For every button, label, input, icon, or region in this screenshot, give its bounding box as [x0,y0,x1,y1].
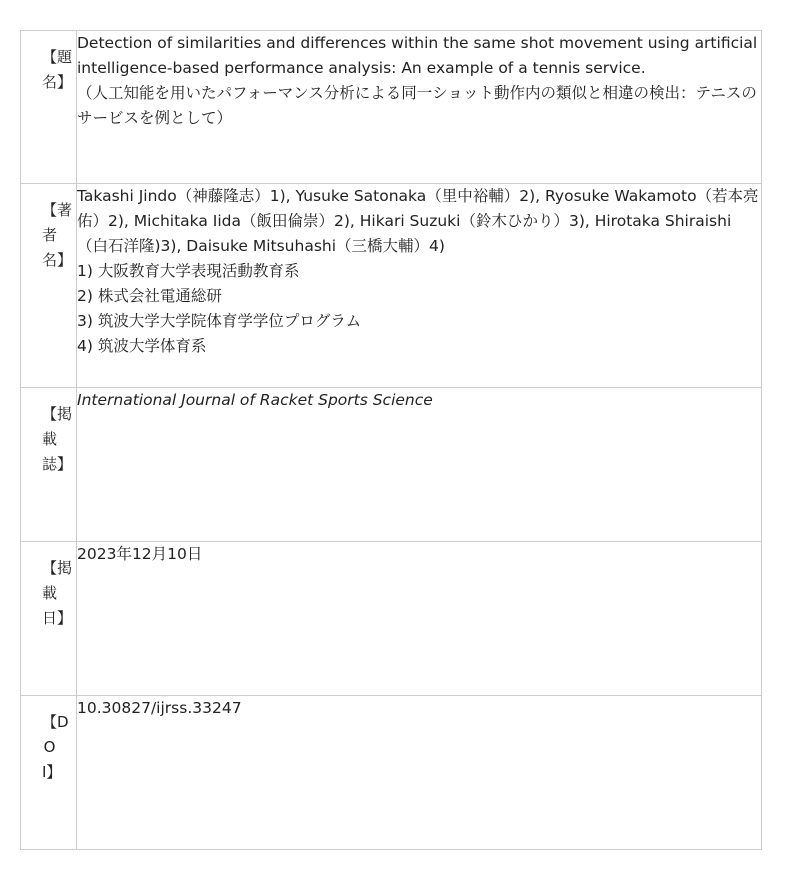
date-row [21,542,762,696]
authors-label: 【著者名】 [42,201,73,269]
title-label-cell [21,31,77,184]
authors-row [21,184,762,388]
authors-list: Takashi Jindo（神藤隆志）1), Yusuke Satonaka（里中裕輔）2), Ryosuke Wakamoto（若本亮佑）2), Michitaka Iida（飯田倫崇）2), Hikari Suzuki（鈴木ひかり）3), Hirotaka Shiraishi（白石洋隆)3), Daisuke Mitsuhashi（三橋大輔）4) [77,187,759,255]
title-english: Detection of similarities and differences within the same shot movement using artificial intelligence-based performance analysis: An example of a tennis service. [77,34,758,77]
authors-label-cell [21,184,77,388]
doi-label-cell [21,696,77,850]
journal-label: 【掲載誌】 [42,405,73,473]
affiliation-3: 3) 筑波大学大学院体育学学位プログラム [77,312,362,330]
doi-value: 10.30827/ijrss.33247 [77,699,242,717]
date-value-cell [77,542,762,696]
doi-value-cell [77,696,762,850]
title-japanese: （人工知能を用いたパフォーマンス分析による同一ショット動作内の類似と相違の検出：テニスのサービスを例として） [77,84,757,127]
affiliation-1: 1) 大阪教育大学表現活動教育系 [77,262,300,280]
publication-date: 2023年12月10日 [77,545,203,563]
authors-value-cell [77,184,762,388]
date-label-cell [21,542,77,696]
title-row [21,31,762,184]
affiliation-2: 2) 株式会社電通総研 [77,287,222,305]
doi-row [21,696,762,850]
title-value-cell [77,31,762,184]
journal-label-cell [21,388,77,542]
journal-name: International Journal of Racket Sports Science [77,391,433,409]
title-label: 【題名】 [42,48,73,91]
publication-info-table [20,30,762,850]
journal-value-cell [77,388,762,542]
date-label: 【掲載日】 [42,559,73,627]
affiliation-4: 4) 筑波大学体育系 [77,337,207,355]
doi-label: 【DOI】 [42,713,69,781]
journal-row [21,388,762,542]
